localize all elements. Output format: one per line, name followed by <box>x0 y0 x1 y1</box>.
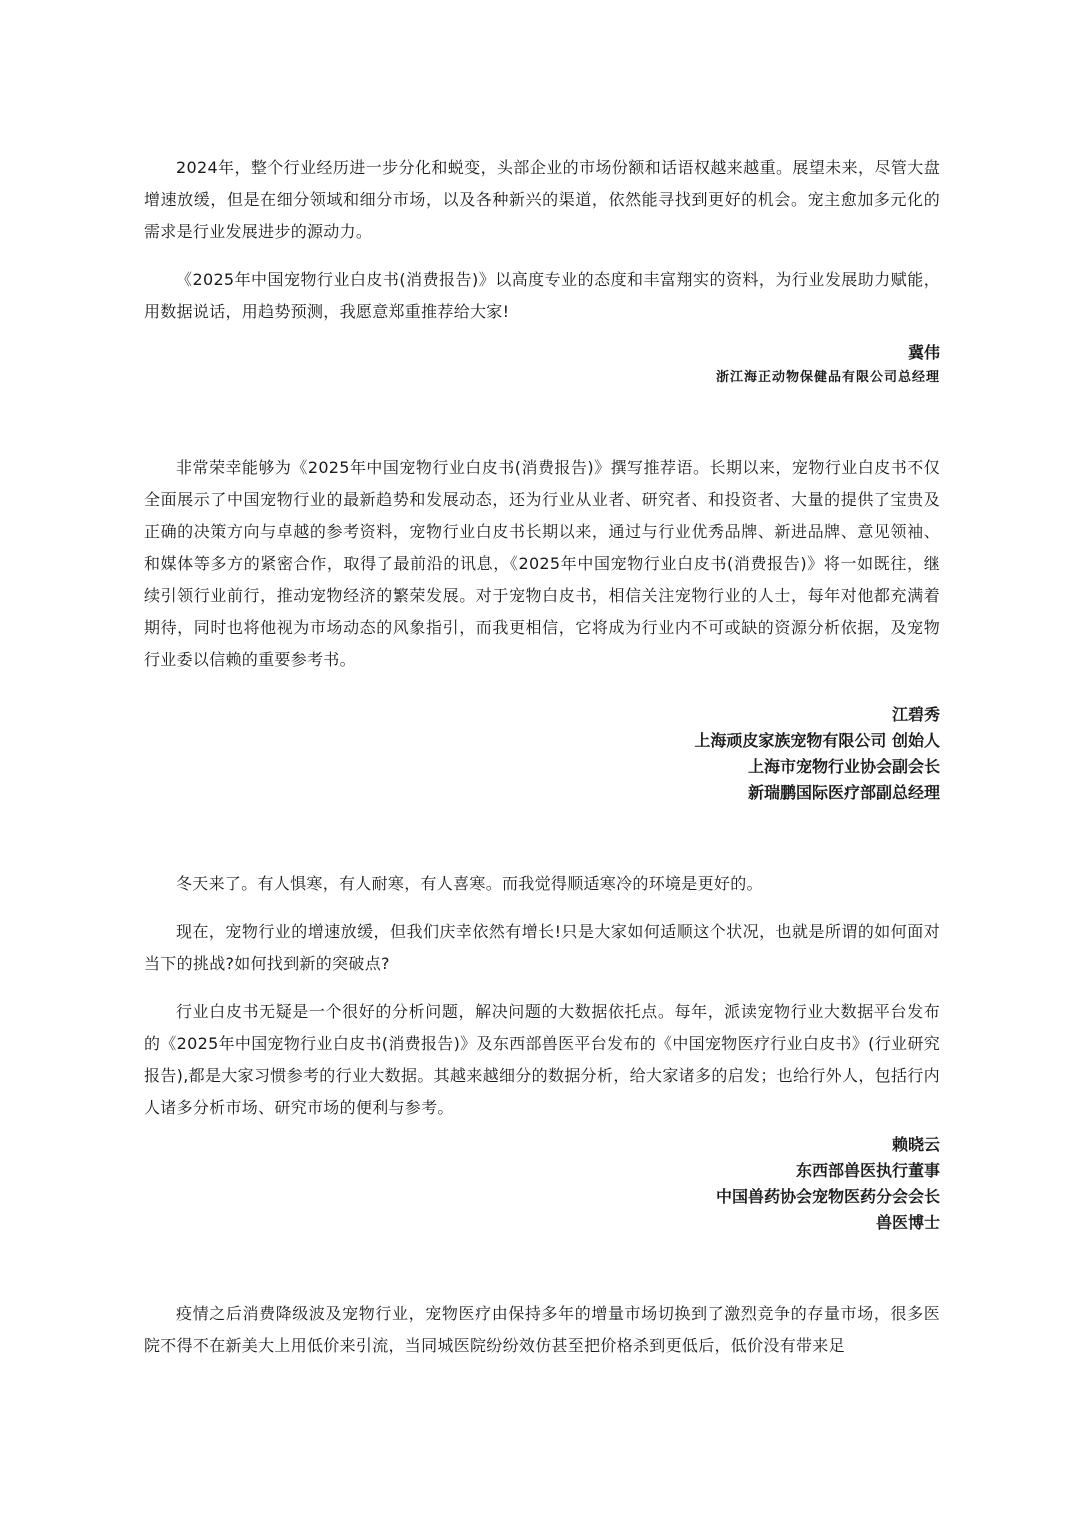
recommendation-4 <box>144 1298 940 1362</box>
signature-name: 冀伟 <box>907 343 940 362</box>
paragraph: 行业白皮书无疑是一个很好的分析问题，解决问题的大数据依托点。每年，派读宠物行业大数据平台发布的《2025年中国宠物行业白皮书(消费报告)》及东西部兽医平台发布的《中国宠物医疗行业白皮书》(行业研究报告),都是大家习惯参考的行业大数据。其越来越细分的数据分析，给大家诸多的启发；也给行外人，包括行内人诸多分析市场、研究市场的便利与参考。 <box>144 1002 940 1117</box>
signature-name: 江碧秀 <box>891 705 940 724</box>
signature-title: 中国兽药协会宠物医药分会会长 <box>715 1187 940 1206</box>
recommendation-2 <box>144 452 940 806</box>
paragraph: 现在，宠物行业的增速放缓，但我们庆幸依然有增长!只是大家如何适顺这个状况，也就是所谓的如何面对当下的挑战?如何找到新的突破点? <box>144 922 940 973</box>
recommendation-1 <box>144 152 940 390</box>
paragraph: 2024年，整个行业经历进一步分化和蜕变，头部企业的市场份额和话语权越来越重。展望未来，尽管大盘增速放缓，但是在细分领域和细分市场，以及各种新兴的渠道，依然能寻找到更好的机会。宠主愈加多元化的需求是行业发展进步的源动力。 <box>144 158 940 241</box>
signature-title: 兽医博士 <box>875 1213 940 1232</box>
paragraph: 冬天来了。有人惧寒，有人耐寒，有人喜寒。而我觉得顺适寒冷的环境是更好的。 <box>176 874 763 893</box>
document-page <box>144 152 940 1362</box>
signature-block <box>144 340 940 390</box>
signature-title: 上海顽皮家族宠物有限公司 创始人 <box>694 731 940 750</box>
signature-block <box>144 702 940 806</box>
paragraph: 非常荣幸能够为《2025年中国宠物行业白皮书(消费报告)》撰写推荐语。长期以来，宠物行业白皮书不仅全面展示了中国宠物行业的最新趋势和发展动态，还为行业从业者、研究者、和投资者、大量的提供了宝贵及正确的决策方向与卓越的参考资料，宠物行业白皮书长期以来，通过与行业优秀品牌、新进品牌、意见领袖、和媒体等多方的紧密合作，取得了最前沿的讯息，《2025年中国宠物行业白皮书(消费报告)》将一如既往，继续引领行业前行，推动宠物经济的繁荣发展。对于宠物白皮书，相信关注宠物行业的人士，每年对他都充满着期待，同时也将他视为市场动态的风象指引，而我更相信，它将成为行业内不可或缺的资源分析依据，及宠物行业委以信赖的重要参考书。 <box>144 458 940 669</box>
signature-title: 上海市宠物行业协会副会长 <box>747 757 940 776</box>
signature-title: 东西部兽医执行董事 <box>795 1161 940 1180</box>
recommendation-3 <box>144 868 940 1236</box>
paragraph: 疫情之后消费降级波及宠物行业，宠物医疗由保持多年的增量市场切换到了激烈竞争的存量市场，很多医院不得不在新美大上用低价来引流，当同城医院纷纷效仿甚至把价格杀到更低后，低价没有带来足 <box>144 1304 940 1355</box>
signature-title: 浙江海正动物保健品有限公司总经理 <box>715 370 940 385</box>
signature-block <box>144 1132 940 1236</box>
signature-name: 赖晓云 <box>891 1135 940 1154</box>
paragraph: 《2025年中国宠物行业白皮书(消费报告)》以高度专业的态度和丰富翔实的资料，为行业发展助力赋能，用数据说话，用趋势预测，我愿意郑重推荐给大家! <box>144 270 940 321</box>
signature-title: 新瑞鹏国际医疗部副总经理 <box>747 783 940 802</box>
